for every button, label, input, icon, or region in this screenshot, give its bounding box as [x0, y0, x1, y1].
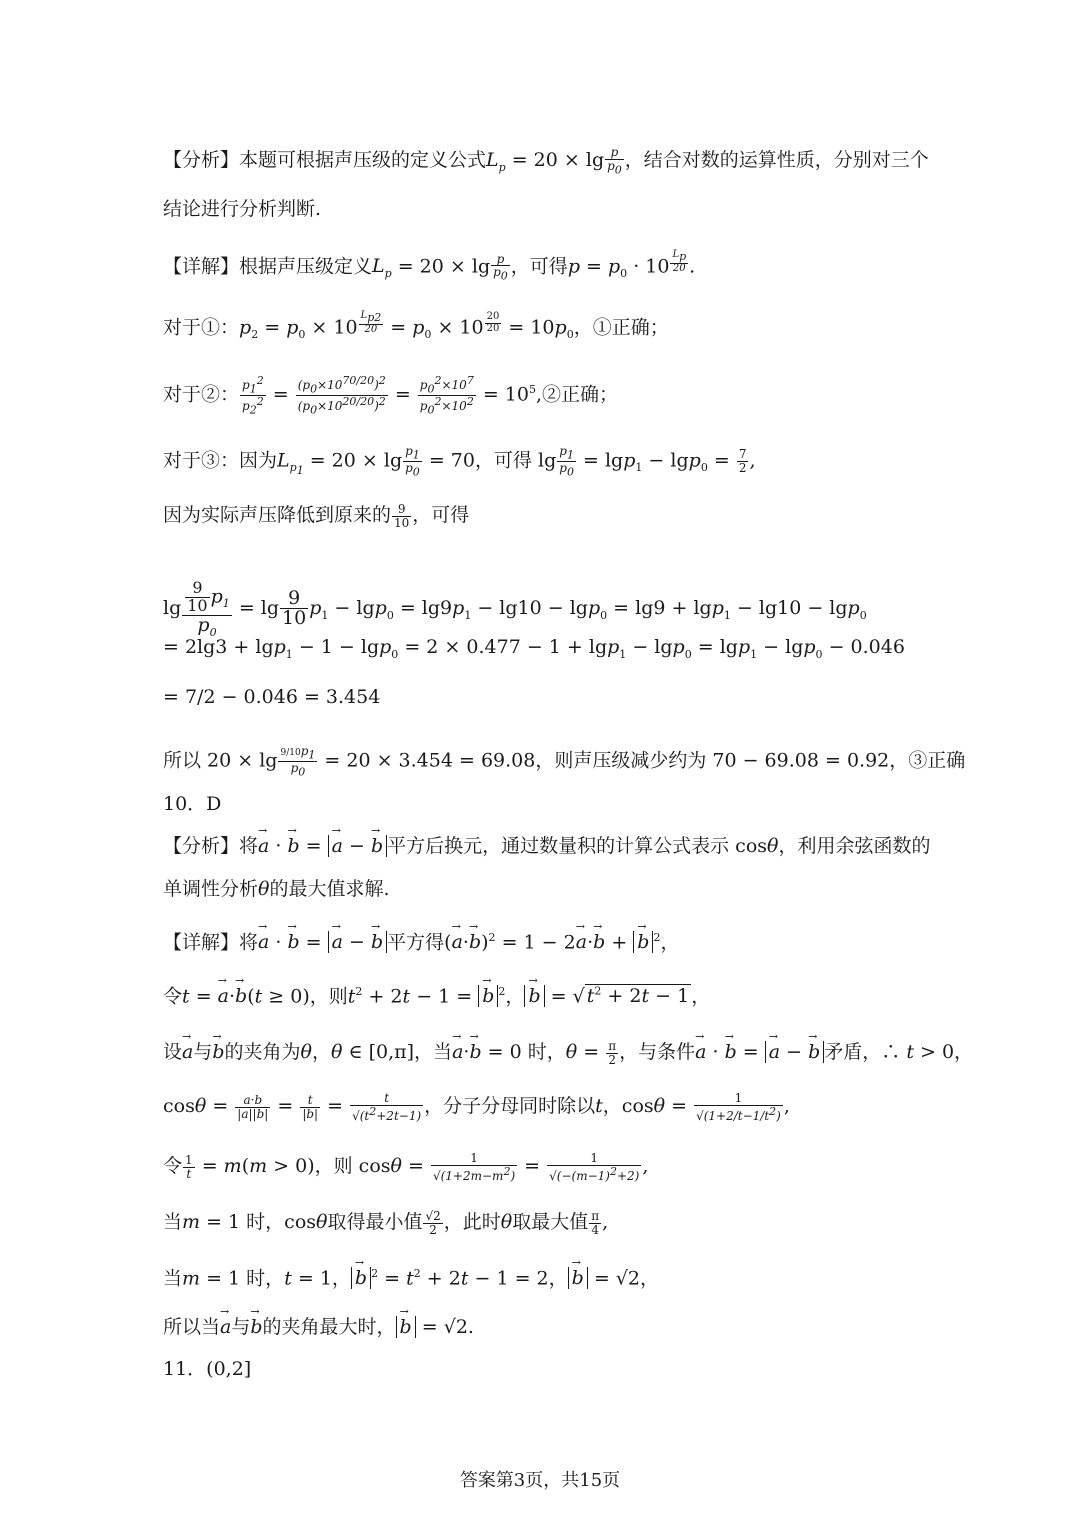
- case-3-result: 所以 20 × lg $\frac{9/10p_1}{p_0}$ = 20 × 3.454 = 69.08，则声压级减少约为 70 − 69.08 = 0.92，③正确: [163, 744, 966, 779]
- analysis-9-line1: 【分析】本题可根据声压级的定义公式$L_p = 20 \times \lg$ $\frac{p}{p_0}$ ，结合对数的运算性质，分别对三个: [163, 145, 929, 176]
- detail-10-line1: 【详解】将→ a · → b = → a − → b 平方得(→ a·→ b)$^2$ = 1 − 2→ a·→ b + → b $^2$，: [163, 932, 679, 952]
- analysis-10-line2: 单调性分析θ的最大值求解.: [163, 878, 390, 900]
- detail-10-line4: cosθ = $\frac{a\cdot b}{|a||b|}$ = $\frac{t}{|b|}$ = $\frac{t}{√(t^2+2t-1)}$ ，分子分母同时除以t，cosθ = $\frac{1}{√(1+2/t-1/t^2)}$ ,: [163, 1091, 790, 1123]
- detail-10-line3: 设→ a与→ b的夹角为θ，θ ∈ [0,π]，当→ a·→ b = 0 时，θ = $\frac{\pi}{2}$ ，与条件→ a · → b = → a − → b 矛盾，∴ t > 0，: [163, 1040, 973, 1066]
- calc-line-2: = 2lg3 + lgp$_1$ − 1 − lgp$_0$ = 2 × 0.477 − 1 + lgp$_1$ − lgp$_0$ = lgp$_1$ − lgp$_0$ − 0.046: [163, 636, 905, 661]
- detail-10-line8: 所以当→ a与→ b的夹角最大时，→ b = √2.: [163, 1318, 474, 1337]
- detail-10-line5: 令 $\frac{1}{t}$ = m(m > 0)，则 cosθ = $\frac{1}{√(1+2m-m^2)}$ = $\frac{1}{√(-(m-1)^2+2)}$ ,: [163, 1151, 649, 1183]
- detail-10-line7: 当m = 1 时，t = 1，→ b $^2 = t^2 + 2t - 1 = 2$，→ b = √2，: [163, 1268, 659, 1288]
- page-footer: 答案第3页，共15页: [459, 1470, 621, 1491]
- analysis-10-line1: 【分析】将→ a · → b = → a − → b 平方后换元，通过数量积的计算公式表示 cosθ，利用余弦函数的: [163, 837, 930, 856]
- detail-9-line1: 【详解】根据声压级定义$L_p = 20 \times \lg$ $\frac{p}{p_0}$ ，可得$p = p_0 \cdot 10$ $^{\frac{L_p}{20}}$ .: [163, 249, 696, 283]
- case-1: 对于①：$p_2 = p_0 \times 10$ $^{\frac{L_{p2}}{20}}$ = $p_0 \times 10$ $^{\frac{20}{20}}$ = $10p_0$，①正确；: [163, 310, 669, 342]
- calc-line-3: = 7/2 − 0.046 = 3.454: [163, 686, 381, 708]
- detail-10-line2: 令t = → a·→ b(t ≥ 0)，则$t^2 + 2t - 1$ = → b $^2$，→ b = √ $t^2 + 2t - 1$ ，: [163, 986, 710, 1006]
- analysis-9-line2: 结论进行分析判断.: [163, 198, 322, 220]
- case-2: 对于②： $\frac{p_1^2}{p_2^2}$ = $\frac{(p_0\times 10^{70/20})^2}{(p_0\times 10^{20/20})^2}$ = $\frac{p_0^2\times 10^7}{p_0^2\times 10^2}$ = $10^5,②$正确；: [163, 374, 619, 417]
- answer-10: 10．D: [163, 793, 222, 815]
- case-3: 对于③：因为$L_{p_1} = 20 \times \lg$ $\frac{p_1}{p_0}$ = 70，可得 lg $\frac{p_1}{p_0}$ = lgp$_1$ − lgp$_0$ = $\frac{7}{2}$ ,: [163, 444, 756, 479]
- case-3-condition: 因为实际声压降低到原来的 $\frac{9}{10}$ ，可得: [163, 502, 470, 530]
- calc-line-1: lg $\frac{9}{10}$ $p_1$ $p_0$ = lg $\frac{9}{10}$ $p_1 - \lg p_0 = \lg 9p_1 - \lg 10 - \lg p_0 = \lg 9 + \lg p_1 - \lg 10 - \lg p_0$: [163, 578, 867, 639]
- answer-11: 11．(0,2]: [163, 1358, 252, 1380]
- detail-10-line6: 当m = 1 时，cosθ取得最小值 $\frac{√2}{2}$ ，此时θ取最大值 $\frac{\pi}{4}$ ,: [163, 1209, 609, 1237]
